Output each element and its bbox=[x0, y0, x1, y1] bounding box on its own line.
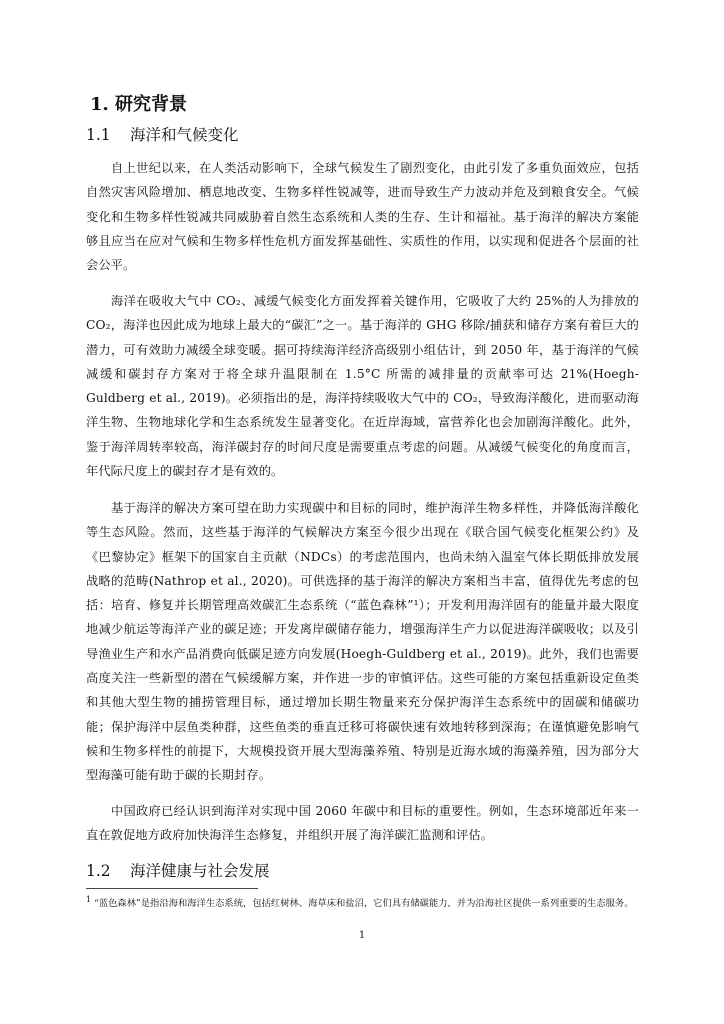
subsection-number: 1.2 bbox=[86, 862, 111, 880]
paragraph-1: 自上世纪以来，在人类活动影响下，全球气候发生了剧烈变化，由此引发了多重负面效应，包括自然灾害风险增加、栖息地改变、生物多样性锐减等，进而导致生产力波动并危及到粮食安全。气候变化和生物多样性锐减共同威胁着自然生态系统和人类的生存、生计和福祉。基于海洋的解决方案能够且应当在应对气候和生物多样性危机方面发挥基础性、实质性的作用，以实现和促进各个层面的社会公平。 bbox=[86, 161, 639, 273]
paragraph-2: 海洋在吸收大气中 CO₂、减缓气候变化方面发挥着关键作用，它吸收了大约 25%的人为排放的 CO₂，海洋也因此成为地球上最大的“碳汇”之一。基于海洋的 GHG 移除/捕获和储存方案有着巨大的潜力，可有效助力减缓全球变暖。据可持续海洋经济高级别小组估计，到 2050 年，基于海洋的气候减缓和碳封存方案对于将全球升温限制在 1.5°C 所需的减排量的贡献率可达 21%(Hoegh-Guldberg et al., 2019)。必须指出的是，海洋持续吸收大气中的 CO₂，导致海洋酸化，进而驱动海洋生物、生物地球化学和生态系统发生显著变化。在近岸海域，富营养化也会加剧海洋酸化。此外，鉴于海洋周转率较高，海洋碳封存的时间尺度是需要重点考虑的问题。从减缓气候变化的角度而言，年代际尺度上的碳封存才是有效的。 bbox=[86, 294, 639, 479]
footnote-marker: 1 bbox=[86, 894, 92, 904]
subsection-title: 海洋和气候变化 bbox=[130, 126, 239, 144]
subsection-heading-1-1 bbox=[86, 124, 239, 146]
subsection-number: 1.1 bbox=[86, 126, 111, 144]
page-number: 1 bbox=[358, 930, 366, 941]
subsection-title: 海洋健康与社会发展 bbox=[130, 862, 270, 880]
footnote-separator bbox=[86, 888, 258, 889]
footnote-text: “蓝色森林”是指沿海和海洋生态系统，包括红树林、海草床和盐沼，它们具有储碳能力，并为沿海社区提供一系列重要的生态服务。 bbox=[94, 898, 634, 909]
paragraph-4: 中国政府已经认识到海洋对实现中国 2060 年碳中和目标的重要性。例如，生态环境部近年来一直在敦促地方政府加快海洋生态修复，并组织开展了海洋碳汇监测和评估。 bbox=[86, 804, 639, 843]
paragraph-3: 基于海洋的解决方案可望在助力实现碳中和目标的同时，维护海洋生物多样性，并降低海洋酸化等生态风险。然而，这些基于海洋的气候解决方案至今很少出现在《联合国气候变化框架公约》及《巴黎协定》框架下的国家自主贡献（NDCs）的考虑范围内，也尚未纳入温室气体长期低排放发展战略的范畴(Nathrop et al., 2020)。可供选择的基于海洋的解决方案相当丰富，值得优先考虑的包括：培育、修复并长期管理高效碳汇生态系统（“蓝色森林”¹）；开发利用海洋固有的能量并最大限度地减少航运等海洋产业的碳足迹；开发离岸碳储存能力，增强海洋生产力以促进海洋碳吸收；以及引导渔业生产和水产品消费向低碳足迹方向发展(Hoegh-Guldberg et al., 2019)。此外，我们也需要高度关注一些新型的潜在气候缓解方案，并作进一步的审慎评估。这些可能的方案包括重新设定鱼类和其他大型生物的捕捞管理目标，通过增加长期生物量来充分保护海洋生态系统中的固碳和储碳功能；保护海洋中层鱼类种群，这些鱼类的垂直迁移可将碳快速有效地转移到深海；在谨慎避免影响气候和生物多样性的前提下，大规模投资开展大型海藻养殖、特别是近海水域的海藻养殖，因为部分大型海藻可能有助于碳的长期封存。 bbox=[86, 501, 639, 783]
section-heading: 1. 研究背景 bbox=[90, 94, 188, 115]
subsection-heading-1-2 bbox=[86, 860, 270, 882]
footnote bbox=[86, 896, 639, 911]
